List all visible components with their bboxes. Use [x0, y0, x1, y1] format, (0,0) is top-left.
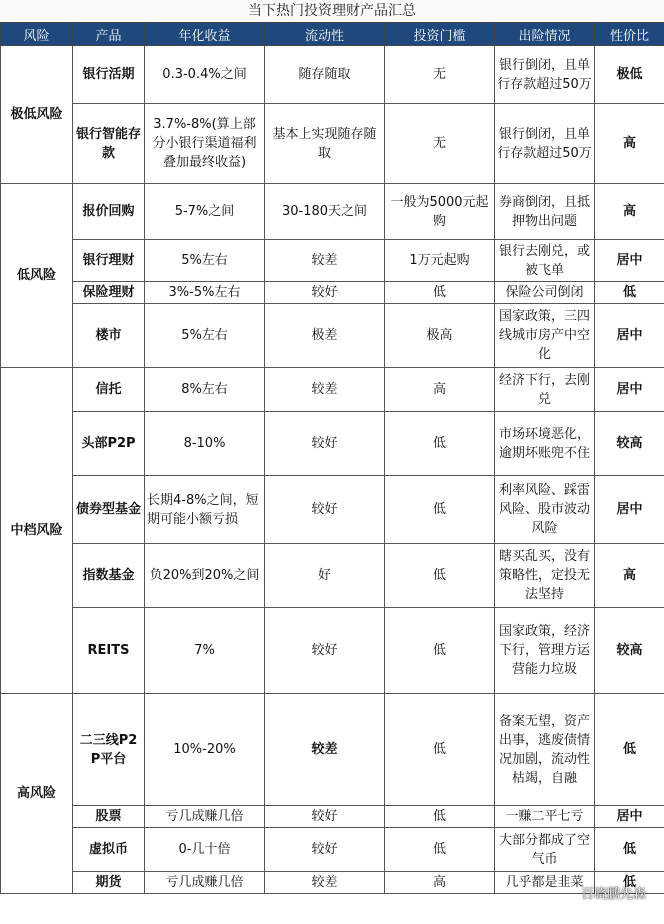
risk-group-very-low: 极低风险 [1, 46, 73, 184]
risk-event-cell: 国家政策，经济下行，管理方运营能力垃圾 [495, 608, 595, 694]
yield-cell: 7% [145, 608, 265, 694]
threshold-cell: 低 [385, 828, 495, 872]
header-row [1, 23, 664, 46]
threshold-cell: 低 [385, 608, 495, 694]
header-liquidity: 流动性 [265, 23, 385, 46]
risk-event-cell: 几乎都是韭菜 [495, 872, 595, 894]
risk-event-cell: 银行倒闭，且单行存款超过50万 [495, 46, 595, 104]
table-row [1, 46, 664, 104]
threshold-cell: 低 [385, 544, 495, 608]
liquidity-cell: 基本上实现随存随取 [265, 104, 385, 184]
yield-cell: 5%左右 [145, 304, 265, 368]
value-cell: 低 [595, 828, 664, 872]
yield-cell: 10%-20% [145, 694, 265, 806]
table-row [1, 304, 664, 368]
value-cell: 高 [595, 544, 664, 608]
product-cell: 银行智能存款 [73, 104, 145, 184]
risk-event-cell: 银行去刚兑，或被飞单 [495, 240, 595, 282]
yield-cell: 5-7%之间 [145, 184, 265, 240]
risk-event-cell: 瞎买乱买，没有策略性，定投无法坚持 [495, 544, 595, 608]
threshold-cell: 一般为5000元起购 [385, 184, 495, 240]
liquidity-cell: 随存随取 [265, 46, 385, 104]
yield-cell: 亏几成赚几倍 [145, 806, 265, 828]
header-threshold: 投资门槛 [385, 23, 495, 46]
table-row [1, 412, 664, 476]
table-row [1, 368, 664, 412]
product-cell: 股票 [73, 806, 145, 828]
value-cell: 居中 [595, 240, 664, 282]
risk-event-cell: 备案无望，资产出事，逃废债情况加剧，流动性枯竭，自融 [495, 694, 595, 806]
yield-cell: 8-10% [145, 412, 265, 476]
product-cell: 头部P2P [73, 412, 145, 476]
table-row [1, 828, 664, 872]
risk-event-cell: 市场环境恶化，逾期坏账兜不住 [495, 412, 595, 476]
liquidity-cell: 较好 [265, 476, 385, 544]
risk-event-cell: 银行倒闭，且单行存款超过50万 [495, 104, 595, 184]
product-cell: 银行理财 [73, 240, 145, 282]
threshold-cell: 1万元起购 [385, 240, 495, 282]
threshold-cell: 极高 [385, 304, 495, 368]
product-cell: 银行活期 [73, 46, 145, 104]
threshold-cell: 高 [385, 872, 495, 894]
header-risk: 风险 [1, 23, 73, 46]
risk-event-cell: 经济下行，去刚兑 [495, 368, 595, 412]
value-cell: 极低 [595, 46, 664, 104]
product-cell: REITS [73, 608, 145, 694]
risk-event-cell: 一赚二平七亏 [495, 806, 595, 828]
value-cell: 居中 [595, 476, 664, 544]
header-product: 产品 [73, 23, 145, 46]
table-row [1, 104, 664, 184]
table-row [1, 184, 664, 240]
value-cell: 低 [595, 872, 664, 894]
risk-event-cell: 保险公司倒闭 [495, 282, 595, 304]
liquidity-cell: 较好 [265, 828, 385, 872]
liquidity-cell: 较好 [265, 608, 385, 694]
liquidity-cell: 较差 [265, 872, 385, 894]
page-title: 当下热门投资理财产品汇总 [0, 0, 664, 23]
yield-cell: 0-几十倍 [145, 828, 265, 872]
product-cell: 保险理财 [73, 282, 145, 304]
threshold-cell: 无 [385, 46, 495, 104]
yield-cell: 3.7%-8%(算上部分小银行渠道福利叠加最终收益) [145, 104, 265, 184]
threshold-cell: 低 [385, 476, 495, 544]
yield-cell: 5%左右 [145, 240, 265, 282]
liquidity-cell: 较好 [265, 806, 385, 828]
threshold-cell: 低 [385, 412, 495, 476]
header-value: 性价比 [595, 23, 664, 46]
liquidity-cell: 好 [265, 544, 385, 608]
table-row [1, 240, 664, 282]
risk-group-low: 低风险 [1, 184, 73, 368]
value-cell: 居中 [595, 304, 664, 368]
risk-event-cell: 利率风险、踩雷风险、股市波动风险 [495, 476, 595, 544]
product-cell: 虚拟币 [73, 828, 145, 872]
table-row [1, 872, 664, 894]
yield-cell: 亏几成赚几倍 [145, 872, 265, 894]
header-yield: 年化收益 [145, 23, 265, 46]
value-cell: 较高 [595, 608, 664, 694]
yield-cell: 长期4-8%之间，短期可能小额亏损 [145, 476, 265, 544]
table-row [1, 608, 664, 694]
liquidity-cell: 30-180天之间 [265, 184, 385, 240]
products-table [0, 22, 664, 894]
risk-group-high: 高风险 [1, 694, 73, 894]
product-cell: 信托 [73, 368, 145, 412]
product-cell: 报价回购 [73, 184, 145, 240]
liquidity-cell: 较差 [265, 368, 385, 412]
header-risk-event: 出险情况 [495, 23, 595, 46]
risk-event-cell: 券商倒闭，且抵押物出问题 [495, 184, 595, 240]
value-cell: 高 [595, 184, 664, 240]
liquidity-cell: 较差 [265, 240, 385, 282]
yield-cell: 8%左右 [145, 368, 265, 412]
watermark: 百晓鹏先森 [580, 887, 646, 902]
risk-event-cell: 国家政策，三四线城市房产中空化 [495, 304, 595, 368]
table-row [1, 544, 664, 608]
table-row [1, 476, 664, 544]
table-row [1, 282, 664, 304]
table-row [1, 694, 664, 806]
yield-cell: 3%-5%左右 [145, 282, 265, 304]
value-cell: 居中 [595, 368, 664, 412]
value-cell: 较高 [595, 412, 664, 476]
yield-cell: 0.3-0.4%之间 [145, 46, 265, 104]
value-cell: 低 [595, 282, 664, 304]
threshold-cell: 低 [385, 806, 495, 828]
risk-event-cell: 大部分都成了空气币 [495, 828, 595, 872]
product-cell: 二三线P2P平台 [73, 694, 145, 806]
product-cell: 期货 [73, 872, 145, 894]
yield-cell: 负20%到20%之间 [145, 544, 265, 608]
product-cell: 债券型基金 [73, 476, 145, 544]
product-cell: 指数基金 [73, 544, 145, 608]
liquidity-cell: 较好 [265, 412, 385, 476]
table-row [1, 806, 664, 828]
liquidity-cell: 极差 [265, 304, 385, 368]
threshold-cell: 无 [385, 104, 495, 184]
value-cell: 低 [595, 694, 664, 806]
threshold-cell: 低 [385, 282, 495, 304]
threshold-cell: 低 [385, 694, 495, 806]
threshold-cell: 高 [385, 368, 495, 412]
product-cell: 楼市 [73, 304, 145, 368]
liquidity-cell: 较好 [265, 282, 385, 304]
risk-group-medium: 中档风险 [1, 368, 73, 694]
value-cell: 高 [595, 104, 664, 184]
value-cell: 居中 [595, 806, 664, 828]
liquidity-cell: 较差 [265, 694, 385, 806]
